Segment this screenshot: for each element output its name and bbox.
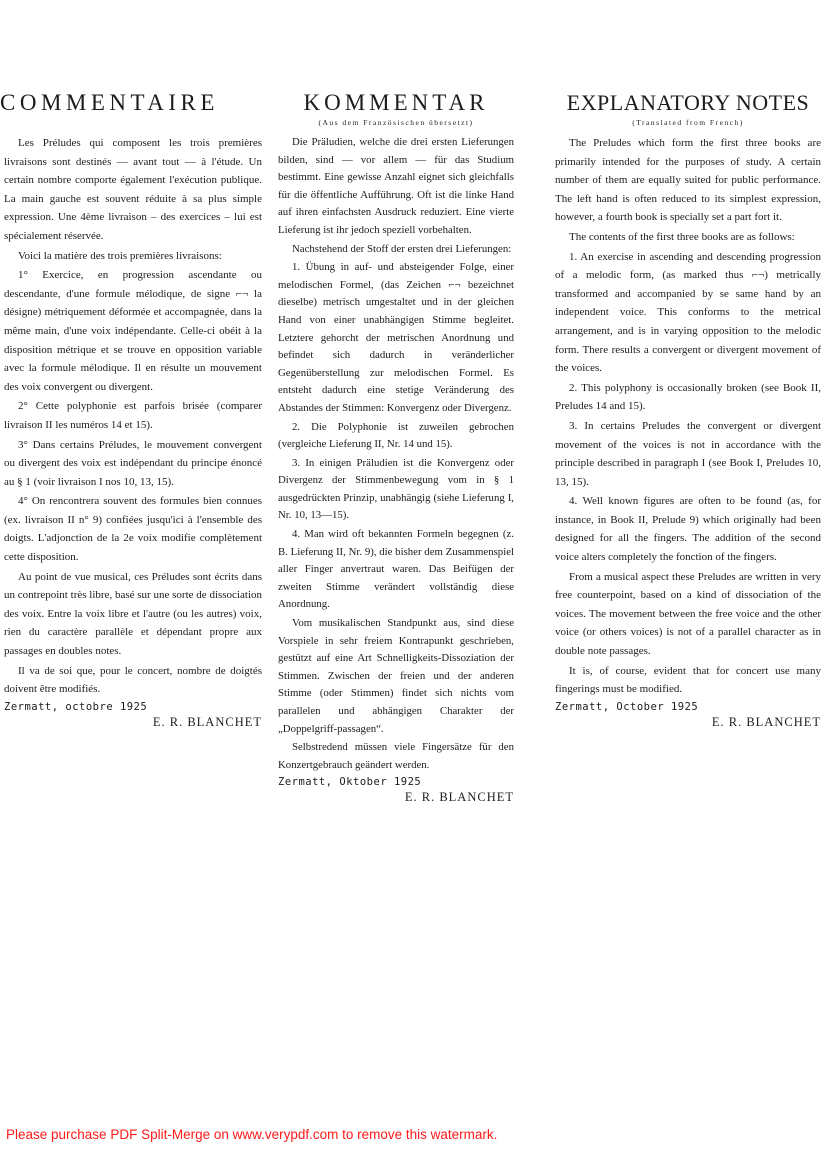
paragraph: 2. This polyphony is occasionally broken (see Book II, Preludes 14 and 15).: [555, 381, 821, 413]
paragraph: 3. In certains Preludes the convergent or divergent movement of the voices is not in accordance with the principle described in paragraph I (see Book I, Preludes 10, 13, 15).: [555, 419, 821, 488]
subtitle-english: (Translated from French): [632, 118, 744, 127]
column-french: [0, 88, 262, 730]
paragraph: 2° Cette polyphonie est parfois brisée (comparer livraison II les numéros 14 et 15).: [4, 400, 262, 431]
column-english: [555, 88, 821, 730]
paragraph: It is, of course, evident that for concert use many fingerings must be modified.: [555, 664, 821, 696]
place-date: Zermatt, octobre 1925: [4, 700, 148, 713]
paragraph: Selbstredend müssen viele Fingersätze für den Konzertgebrauch geändert werden.: [278, 741, 514, 771]
paragraph: The Preludes which form the first three books are primarily intended for the purposes of study. A certain number of them are equally suited for public performance. The left hand is often reduced to its simplest expression, however, a fourth book is specially set a part fort it.: [555, 137, 821, 224]
paragraph: 3° Dans certains Préludes, le mouvement convergent ou divergent des voix est indépendant du principe énoncé au § 1 (voir livraison I nos 10, 13, 15).: [4, 438, 262, 488]
place-date: Zermatt, October 1925: [555, 700, 699, 713]
body-german: [278, 134, 514, 774]
subtitle-german: (Aus dem Französischen übersetzt): [318, 118, 474, 127]
heading-explanatory-notes: EXPLANATORY NOTES: [566, 90, 810, 115]
paragraph: From a musical aspect these Preludes are written in very free counterpoint, based on a kind of dissociation of the voices. The movement between the free voice and the other voice (or others voices) is not of a parallel character as in double note passages.: [555, 570, 821, 658]
paragraph: The contents of the first three books are as follows:: [569, 230, 795, 243]
paragraph: 4° On rencontrera souvent des formules bien connues (ex. livraison II n° 9) confiées jusqu'ici à l'ensemble des doigts. L'adjonction de la 2e voix modifie complètement cette disposition.: [4, 495, 262, 564]
body-french: [0, 134, 262, 699]
paragraph: Die Präludien, welche die drei ersten Lieferungen bilden, sind — vor allem — für das Studium bestimmt. Eine gewisse Anzahl eignet sich gleichfalls für die öffentliche Aufführung. Oft ist die linke Hand auf ihren einfachsten Ausdruck reduziert. Eine vierte Lieferung ist ihr jedoch speziell vorbehalten.: [278, 136, 514, 236]
paragraph: Vom musikalischen Standpunkt aus, sind diese Vorspiele in sehr freiem Kontrapunkt geschrieben, gestützt auf eine Art Schnelligkeits-Dissoziation der Stimmen. Zwischen der freien und der anderen Stimme (oder Stimmen) findet sich nichts vom parallelen und abhängigen Charakter der „Doppelgriff-passagen“.: [278, 617, 514, 735]
heading-kommentar: KOMMENTAR: [303, 90, 489, 115]
signature: E. R. BLANCHET: [404, 790, 514, 805]
watermark-text: Please purchase PDF Split-Merge on www.verypdf.com to remove this watermark.: [6, 1127, 498, 1142]
paragraph: Au point de vue musical, ces Préludes sont écrits dans un contrepoint très libre, basé sur une sorte de dissociation des voix. Entre la voix libre et l'autre (ou les autres) voix, rien du caractère parallèle et dépendant propre aux passages en doubles notes.: [4, 570, 262, 658]
signature: E. R. BLANCHET: [711, 714, 821, 729]
column-german: [278, 88, 514, 805]
paragraph: 1° Exercice, en progression ascendante ou descendante, d'une formule mélodique, de signe ⌐¬ la désigne) métriquement déformée et accompagnée, dans la même main, d'une voix indépendante. Celle-ci obéit à la disposition métrique et se trouve en opposition variable avec la formule mélodique. Il en résulte un mouvement des voix convergent ou divergent.: [4, 269, 262, 393]
heading-commentaire: COMMENTAIRE: [0, 90, 219, 115]
body-english: [555, 134, 821, 699]
paragraph: 3. In einigen Präludien ist die Konvergenz oder Divergenz der Stimmenbewegung vom in § 1 ausgedrückten Prinzip, unabhängig (siehe Lieferung I, Nr. 10, 13—15).: [278, 456, 514, 522]
paragraph: 2. Die Polyphonie ist zuweilen gebrochen (vergleiche Lieferung II, Nr. 14 und 15).: [278, 420, 514, 451]
paragraph: 1. An exercise in ascending and descending progression of a melodic form, (as marked thus ⌐¬) metrically transformed and accompanied by se same hand by an independent voice. This conforms to the metrical arrangement, and is in varying opposition to the melodic form. There results a convergent or divergent movement of the voices.: [555, 250, 821, 375]
paragraph: 1. Übung in auf- und absteigender Folge, einer melodischen Formel, (das Zeichen ⌐¬ bezeichnet dieselbe) metrisch umgestaltet und in der gleichen Hand von einer unabhängigen Stimme begleitet. Letztere gehorcht der metrischen Anordnung und befindet sich dadurch in veränderlicher Gegenüberstellung zur melodischen Formel. Es entsteht dadurch eine stetige Veränderung des Abstandes der Stimmen: Konvergenz oder Divergenz.: [278, 261, 514, 414]
paragraph: 4. Man wird oft bekannten Formeln begegnen (z. B. Lieferung II, Nr. 9), die bisher dem Zusammenspiel aller Finger anvertraut waren. Das Beifügen der zweiten Stimme verändert vollständig diese Anordnung.: [278, 528, 514, 611]
paragraph: Il va de soi que, pour le concert, nombre de doigtés doivent être modifiés.: [4, 664, 262, 696]
paragraph: Les Préludes qui composent les trois premières livraisons sont destinés — avant tout — à l'étude. Un certain nombre comporte également l'exécution publique. La main gauche est souvent réduite à sa plus simple expression. Une 4ème livraison – des exercices – lui est spécialement réservée.: [4, 137, 262, 242]
paragraph: 4. Well known figures are often to be found (as, for instance, in Book II, Prelude 9) which originally had been designed for all the fingers. The addition of the second voice alters completely the fonction of the fingers.: [555, 495, 821, 564]
subtitle-french: [0, 118, 262, 128]
place-date: Zermatt, Oktober 1925: [278, 776, 422, 789]
paragraph: Voici la matière des trois premières livraisons:: [18, 249, 222, 262]
signature: E. R. BLANCHET: [152, 714, 262, 729]
paragraph: Nachstehend der Stoff der ersten drei Lieferungen:: [292, 242, 512, 255]
